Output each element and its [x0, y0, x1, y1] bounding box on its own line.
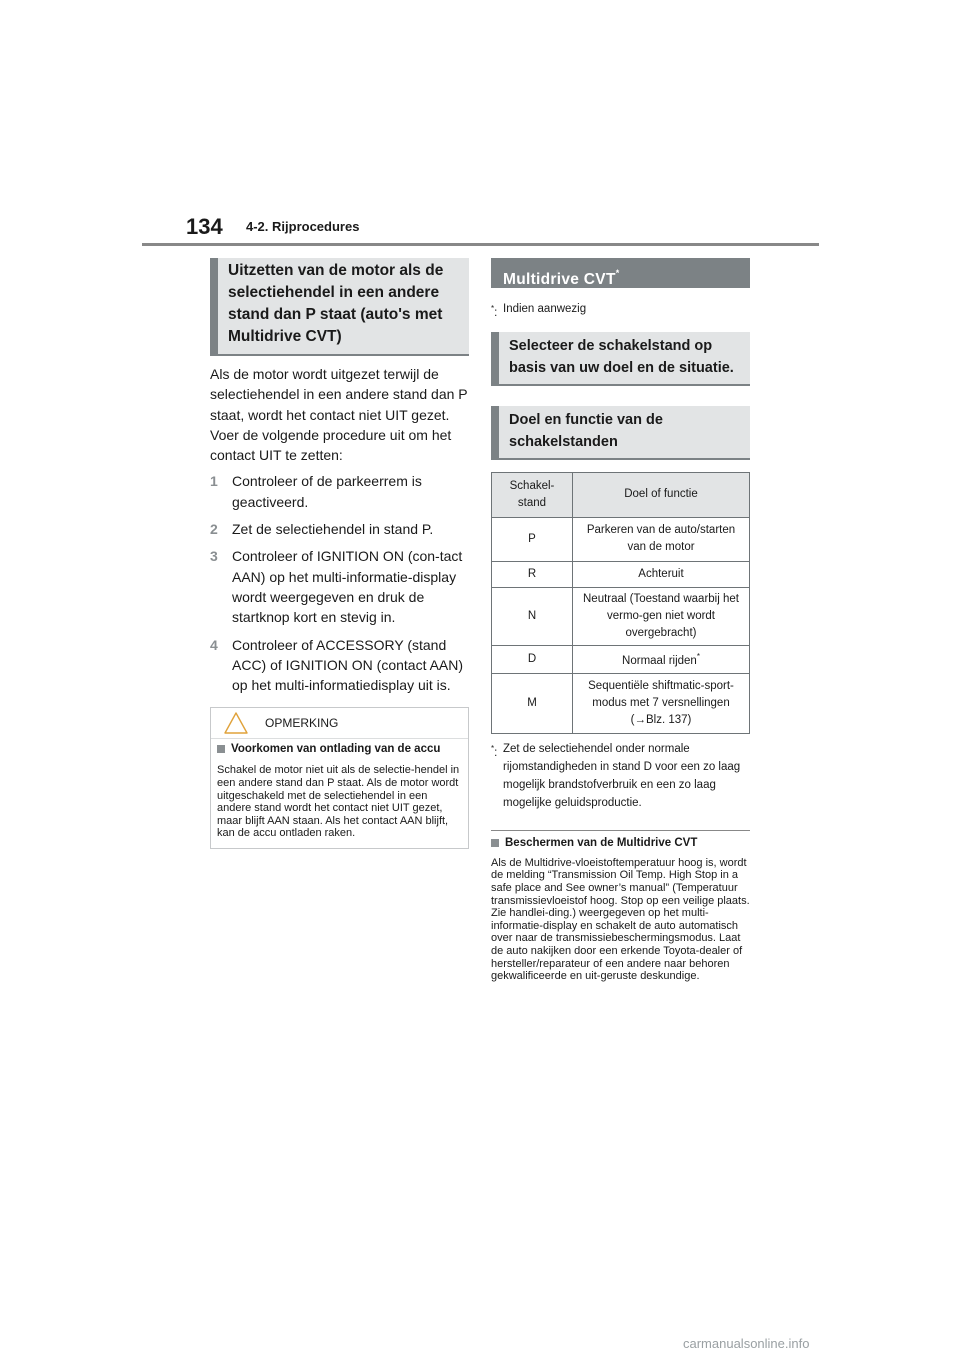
- procedure-step: [210, 519, 469, 539]
- procedure-step: [210, 635, 469, 696]
- drive-mode-footnote: [491, 740, 750, 812]
- banner-asterisk: *: [615, 268, 620, 278]
- shift-position-cell: D: [492, 645, 573, 673]
- page-number: 134: [186, 214, 223, 239]
- multidrive-banner: [491, 258, 750, 288]
- table-row: [492, 561, 750, 587]
- footnote-text: Zet de selectiehendel onder normale rijomstandigheden in stand D voor een zo laag mogelijk brandstofverbruik en een zo laag mogelijke geluidsproductie.: [503, 742, 741, 809]
- section-label: 4-2. Rijprocedures: [246, 219, 360, 234]
- notice-title-text: Voorkomen van ontlading van de accu: [231, 743, 441, 756]
- notice-label: OPMERKING: [265, 716, 339, 731]
- table-header-row: [492, 472, 750, 517]
- table-header-function: Doel of functie: [573, 472, 750, 517]
- procedure-step: [210, 471, 469, 512]
- table-row: [492, 645, 750, 673]
- notice-text: Schakel de motor niet uit als de selectie-hendel in een andere stand dan P staat. Als de motor wordt uitgeschakeld met de selectiehendel in een andere stand wordt het contact niet UIT gezet, maar blijft AAN staan. Als het contact AAN blijft, kan de accu ontladen raken.: [217, 764, 460, 840]
- step-text: Controleer of de parkeerrem is geactiveerd.: [232, 473, 422, 510]
- step-text: Controleer of IGNITION ON (con-tact AAN) op het multi-informatie-display wordt weergegeven en druk de startknop kort en stevig in.: [232, 548, 463, 626]
- footnote-text: Indien aanwezig: [503, 303, 587, 315]
- header-divider: [142, 243, 819, 246]
- select-position-heading: Selecteer de schakelstand op basis van uw doel en de situatie.: [491, 332, 750, 386]
- table-header-position: Schakel-stand: [492, 472, 573, 517]
- procedure-step: [210, 546, 469, 627]
- function-cell: Parkeren van de auto/starten van de motor: [573, 517, 750, 561]
- step-number: 3: [210, 548, 218, 565]
- table-row: [492, 517, 750, 561]
- step-number: 2: [210, 521, 218, 538]
- step-text: Controleer of ACCESSORY (stand ACC) of IGNITION ON (contact AAN) op het multi-informatiedisplay uit is.: [232, 636, 464, 694]
- subsection-divider: [491, 830, 750, 831]
- table-row: [492, 673, 750, 733]
- step-text: Zet de selectiehendel in stand P.: [232, 521, 434, 538]
- left-column: [210, 258, 469, 849]
- notice-box: [210, 707, 469, 849]
- warning-triangle-icon: [223, 711, 249, 735]
- function-cell: Neutraal (Toestand waarbij het vermo-gen niet wordt overgebracht): [573, 587, 750, 645]
- notice-header: [211, 708, 468, 739]
- notice-body: [211, 739, 468, 848]
- left-section-heading: Uitzetten van de motor als de selectiehendel in een andere stand dan P staat (auto's met Multidrive CVT): [210, 258, 469, 356]
- footnote-mark: *:: [491, 304, 498, 319]
- subsection-title-text: Beschermen van de Multidrive CVT: [505, 836, 698, 849]
- step-number: 4: [210, 636, 218, 653]
- function-cell: Achteruit: [573, 561, 750, 587]
- intro-paragraph: Als de motor wordt uitgezet terwijl de selectiehendel in een andere stand dan P staat, wordt het contact niet UIT gezet. Voer de volgende procedure uit om het contact UIT te zetten:: [210, 366, 468, 464]
- right-column: [491, 258, 750, 983]
- banner-text: Multidrive CVT: [503, 271, 616, 288]
- subsection-title: [491, 837, 750, 849]
- function-cell: Sequentiële shiftmatic-sport-modus met 7 versnellingen (→Blz. 137): [573, 673, 750, 733]
- shift-position-cell: N: [492, 587, 573, 645]
- availability-footnote: [491, 300, 750, 322]
- shift-position-cell: R: [492, 561, 573, 587]
- shift-position-cell: M: [492, 673, 573, 733]
- purpose-function-heading: Doel en functie van de schakelstanden: [491, 406, 750, 460]
- footnote-mark: *:: [491, 743, 498, 759]
- procedure-steps: [210, 471, 469, 695]
- bullet-square-icon: [217, 745, 225, 753]
- watermark: carmanualsonline.info: [683, 1336, 810, 1351]
- subsection-text: Als de Multidrive-vloeistoftemperatuur hoog is, wordt de melding “Transmission Oil Temp. High Stop in a safe place and See owner’s manual” (Temperatuur transmissievloeistof hoog. Stop op een veilige plaats. Zie handlei-ding.) weergegeven op het multi-informatie-display en schakelt de auto automatisch over naar de transmissiebeschermingsmodus. Laat de auto nakijken door een erkende Toyota-dealer of hersteller/reparateur of een andere naar behoren gekwalificeerde en uit-geruste deskundige.: [491, 856, 750, 983]
- table-row: [492, 587, 750, 645]
- bullet-square-icon: [491, 839, 499, 847]
- shift-position-table: [491, 472, 750, 734]
- notice-title: [217, 743, 460, 756]
- step-number: 1: [210, 473, 218, 490]
- shift-position-cell: P: [492, 517, 573, 561]
- function-cell: Normaal rijden*: [573, 645, 750, 673]
